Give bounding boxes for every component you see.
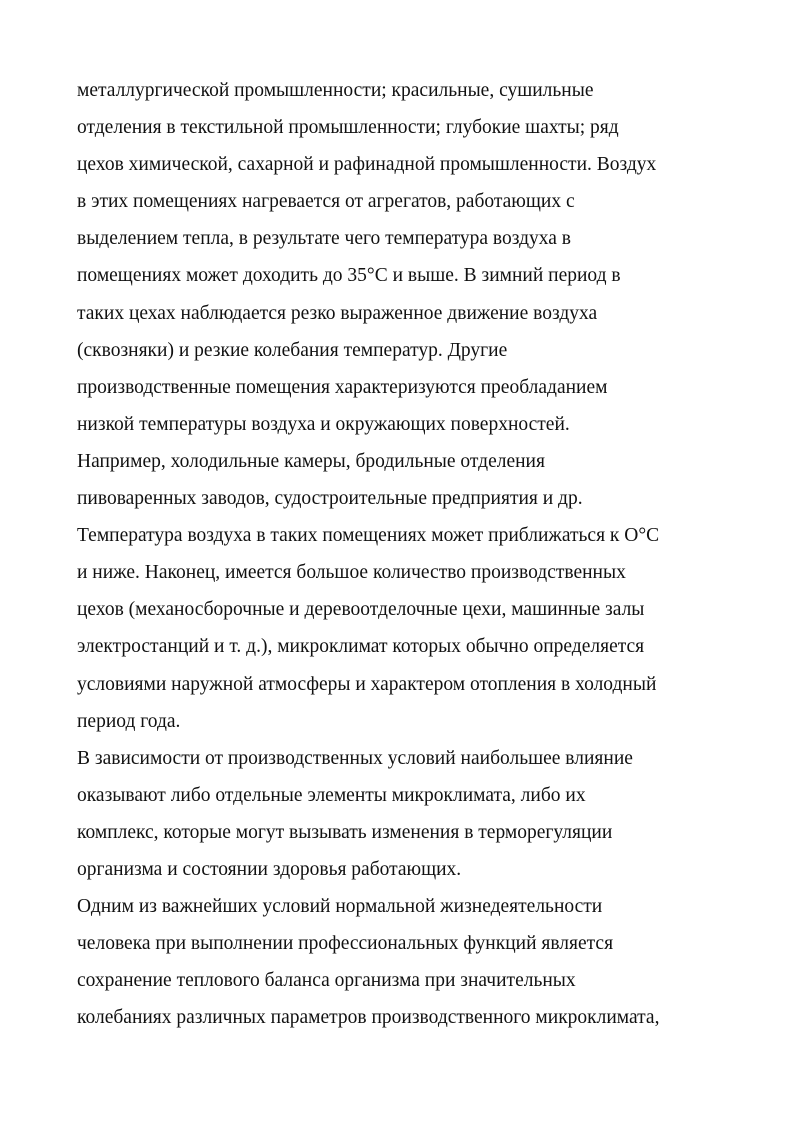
text-line: помещениях может доходить до 35°С и выше. В зимний период в bbox=[77, 265, 621, 287]
body-text bbox=[77, 72, 737, 1036]
text-line: отделения в текстильной промышленности; глубокие шахты; ряд bbox=[77, 117, 619, 139]
text-line: в этих помещениях нагревается от агрегатов, работающих с bbox=[77, 191, 575, 213]
text-line: таких цехах наблюдается резко выраженное движение воздуха bbox=[77, 302, 598, 324]
text-line: организма и состоянии здоровья работающих. bbox=[77, 858, 462, 880]
text-line: цехов (механосборочные и деревоотделочные цехи, машинные залы bbox=[77, 599, 645, 621]
text-line: период года. bbox=[77, 710, 181, 732]
text-line: комплекс, которые могут вызывать изменения в терморегуляции bbox=[77, 821, 613, 843]
text-line: пивоваренных заводов, судостроительные предприятия и др. bbox=[77, 488, 583, 510]
text-line: Температура воздуха в таких помещениях может приближаться к О°С bbox=[77, 525, 660, 547]
text-line: электростанций и т. д.), микроклимат которых обычно определяется bbox=[77, 636, 645, 658]
text-line: условиями наружной атмосферы и характером отопления в холодный bbox=[77, 673, 657, 695]
text-line: человека при выполнении профессиональных функций является bbox=[77, 933, 614, 955]
text-line: низкой температуры воздуха и окружающих поверхностей. bbox=[77, 413, 570, 435]
text-line: цехов химической, сахарной и рафинадной промышленности. Воздух bbox=[77, 154, 657, 176]
text-line: сохранение теплового баланса организма при значительных bbox=[77, 970, 576, 992]
text-line: металлургической промышленности; красильные, сушильные bbox=[77, 80, 594, 101]
text-line: колебаниях различных параметров производственного микроклимата, bbox=[77, 1007, 660, 1029]
text-line: (сквозняки) и резкие колебания температур. Другие bbox=[77, 339, 508, 361]
text-line: выделением тепла, в результате чего температура воздуха в bbox=[77, 228, 571, 250]
text-line: В зависимости от производственных условий наибольшее влияние bbox=[77, 747, 633, 769]
text-line: Одним из важнейших условий нормальной жизнедеятельности bbox=[77, 896, 603, 918]
text-line: Например, холодильные камеры, бродильные отделения bbox=[77, 450, 545, 472]
text-line: и ниже. Наконец, имеется большое количество производственных bbox=[77, 562, 626, 584]
text-line: производственные помещения характеризуются преобладанием bbox=[77, 376, 608, 398]
text-line: оказывают либо отдельные элементы микроклимата, либо их bbox=[77, 784, 586, 806]
